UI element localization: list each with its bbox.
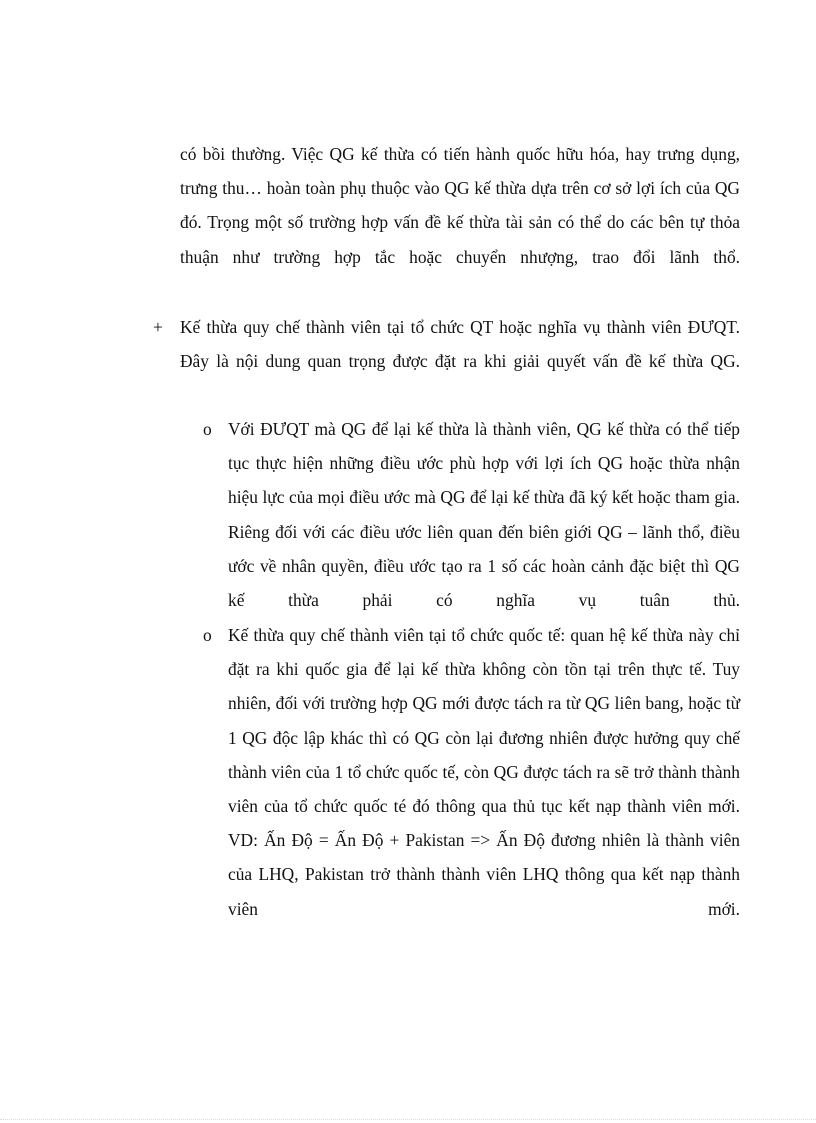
sub-bullet-marker-2: o — [203, 625, 212, 645]
page-bottom-divider — [0, 1119, 816, 1120]
sub-bullet-text-1: Với ĐƯQT mà QG để lại kế thừa là thành viên, QG kế thừa có thể tiếp tục thực hiện những điều ước phù hợp với lợi ích QG hoặc thừa nhận hiệu lực của mọi điều ước mà QG để lại kế thừa đã ký kết hoặc tham gia. Riêng đối với các điều ước liên quan đến biên giới QG – lãnh thổ, điều ước về nhân quyền, điều ước tạo ra 1 số các hoàn cảnh đặc biệt thì QG kế thừa phải có nghĩa vụ tuân thủ. — [228, 419, 740, 611]
plus-bullet-marker: + — [153, 317, 163, 337]
plus-bullet-text: Kế thừa quy chế thành viên tại tổ chức QT hoặc nghĩa vụ thành viên ĐƯQT. Đây là nội dung quan trọng được đặt ra khi giải quyết vấn đề kế thừa QG. — [180, 317, 740, 372]
paragraph-continuation: có bồi thường. Việc QG kế thừa có tiến hành quốc hữu hóa, hay trưng dụng, trưng thu… hoàn toàn phụ thuộc vào QG kế thừa dựa trên cơ sở lợi ích của QG đó. Trọng một số trường hợp vấn đề kế thừa tài sản có thể do các bên tự thỏa thuận như trường hợp tắc hoặc chuyển nhượng, trao đổi lãnh thổ. — [180, 144, 740, 267]
sub-bullet-marker-1: o — [203, 419, 212, 439]
sub-bullet-text-2: Kế thừa quy chế thành viên tại tổ chức quốc tế: quan hệ kế thừa này chỉ đặt ra khi quốc gia để lại kế thừa không còn tồn tại trên thực tế. Tuy nhiên, đối với trường hợp QG mới được tách ra từ QG liên bang, hoặc từ 1 QG độc lập khác thì có QG còn lại đương nhiên được hưởng quy chế thành viên của 1 tổ chức quốc tế, còn QG được tách ra sẽ trở thành thành viên của tổ chức quốc té đó thông qua thủ tục kết nạp thành viên mới. VD: Ấn Độ = Ấn Độ + Pakistan => Ấn Độ đương nhiên là thành viên của LHQ, Pakistan trở thành thành viên LHQ thông qua kết nạp thành viên mới. — [228, 625, 740, 919]
